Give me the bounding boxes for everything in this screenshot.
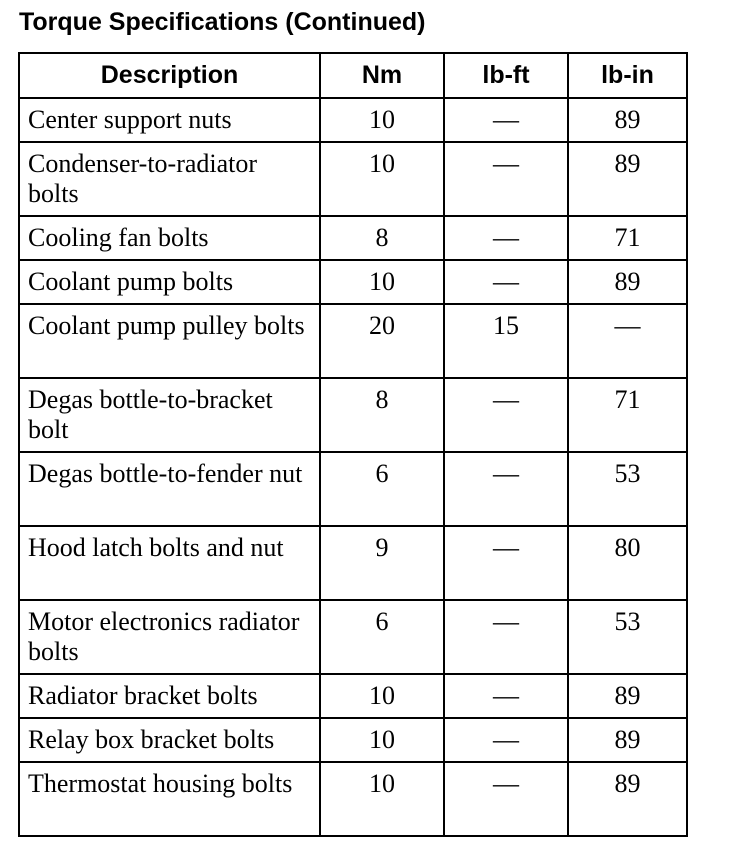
table-row <box>19 526 687 600</box>
cell-lbin: 89 <box>568 762 687 836</box>
cell-description: Coolant pump pulley bolts <box>19 304 320 378</box>
torque-spec-table <box>18 52 688 837</box>
cell-description: Hood latch bolts and nut <box>19 526 320 600</box>
column-header-description: Description <box>19 53 320 98</box>
cell-lbft: — <box>444 216 568 260</box>
cell-description: Coolant pump bolts <box>19 260 320 304</box>
cell-description: Condenser-to-radiator bolts <box>19 142 320 216</box>
cell-nm: 10 <box>320 98 444 142</box>
cell-nm: 9 <box>320 526 444 600</box>
cell-nm: 6 <box>320 452 444 526</box>
cell-lbft: — <box>444 762 568 836</box>
table-row <box>19 260 687 304</box>
cell-nm: 10 <box>320 142 444 216</box>
page-title: Torque Specifications (Continued) <box>19 8 426 36</box>
cell-lbin: 53 <box>568 452 687 526</box>
cell-nm: 8 <box>320 216 444 260</box>
cell-lbin: 89 <box>568 98 687 142</box>
cell-description: Degas bottle-to-bracket bolt <box>19 378 320 452</box>
table-row <box>19 452 687 526</box>
table-row <box>19 762 687 836</box>
cell-lbin: 89 <box>568 718 687 762</box>
cell-lbft: — <box>444 260 568 304</box>
cell-lbin: — <box>568 304 687 378</box>
cell-lbin: 89 <box>568 674 687 718</box>
cell-lbft: — <box>444 452 568 526</box>
cell-nm: 20 <box>320 304 444 378</box>
cell-nm: 10 <box>320 674 444 718</box>
table-row <box>19 142 687 216</box>
cell-lbft: — <box>444 378 568 452</box>
cell-lbin: 53 <box>568 600 687 674</box>
cell-description: Radiator bracket bolts <box>19 674 320 718</box>
cell-description: Cooling fan bolts <box>19 216 320 260</box>
cell-lbft: — <box>444 600 568 674</box>
cell-lbin: 71 <box>568 378 687 452</box>
column-header-nm: Nm <box>320 53 444 98</box>
table-row <box>19 216 687 260</box>
cell-lbin: 71 <box>568 216 687 260</box>
cell-lbft: 15 <box>444 304 568 378</box>
table-row <box>19 600 687 674</box>
cell-description: Center support nuts <box>19 98 320 142</box>
cell-description: Motor electronics radiator bolts <box>19 600 320 674</box>
table-row <box>19 378 687 452</box>
cell-lbft: — <box>444 526 568 600</box>
cell-description: Relay box bracket bolts <box>19 718 320 762</box>
cell-lbft: — <box>444 718 568 762</box>
cell-lbin: 89 <box>568 260 687 304</box>
cell-lbin: 89 <box>568 142 687 216</box>
cell-nm: 10 <box>320 762 444 836</box>
cell-nm: 10 <box>320 260 444 304</box>
table-row <box>19 718 687 762</box>
table-row <box>19 674 687 718</box>
column-header-lbft: lb-ft <box>444 53 568 98</box>
cell-nm: 6 <box>320 600 444 674</box>
table-row <box>19 98 687 142</box>
column-header-lbin: lb-in <box>568 53 687 98</box>
cell-lbft: — <box>444 98 568 142</box>
cell-description: Degas bottle-to-fender nut <box>19 452 320 526</box>
table-row <box>19 304 687 378</box>
cell-lbft: — <box>444 142 568 216</box>
cell-description: Thermostat housing bolts <box>19 762 320 836</box>
cell-nm: 10 <box>320 718 444 762</box>
table-header-row <box>19 53 687 98</box>
cell-nm: 8 <box>320 378 444 452</box>
cell-lbin: 80 <box>568 526 687 600</box>
cell-lbft: — <box>444 674 568 718</box>
